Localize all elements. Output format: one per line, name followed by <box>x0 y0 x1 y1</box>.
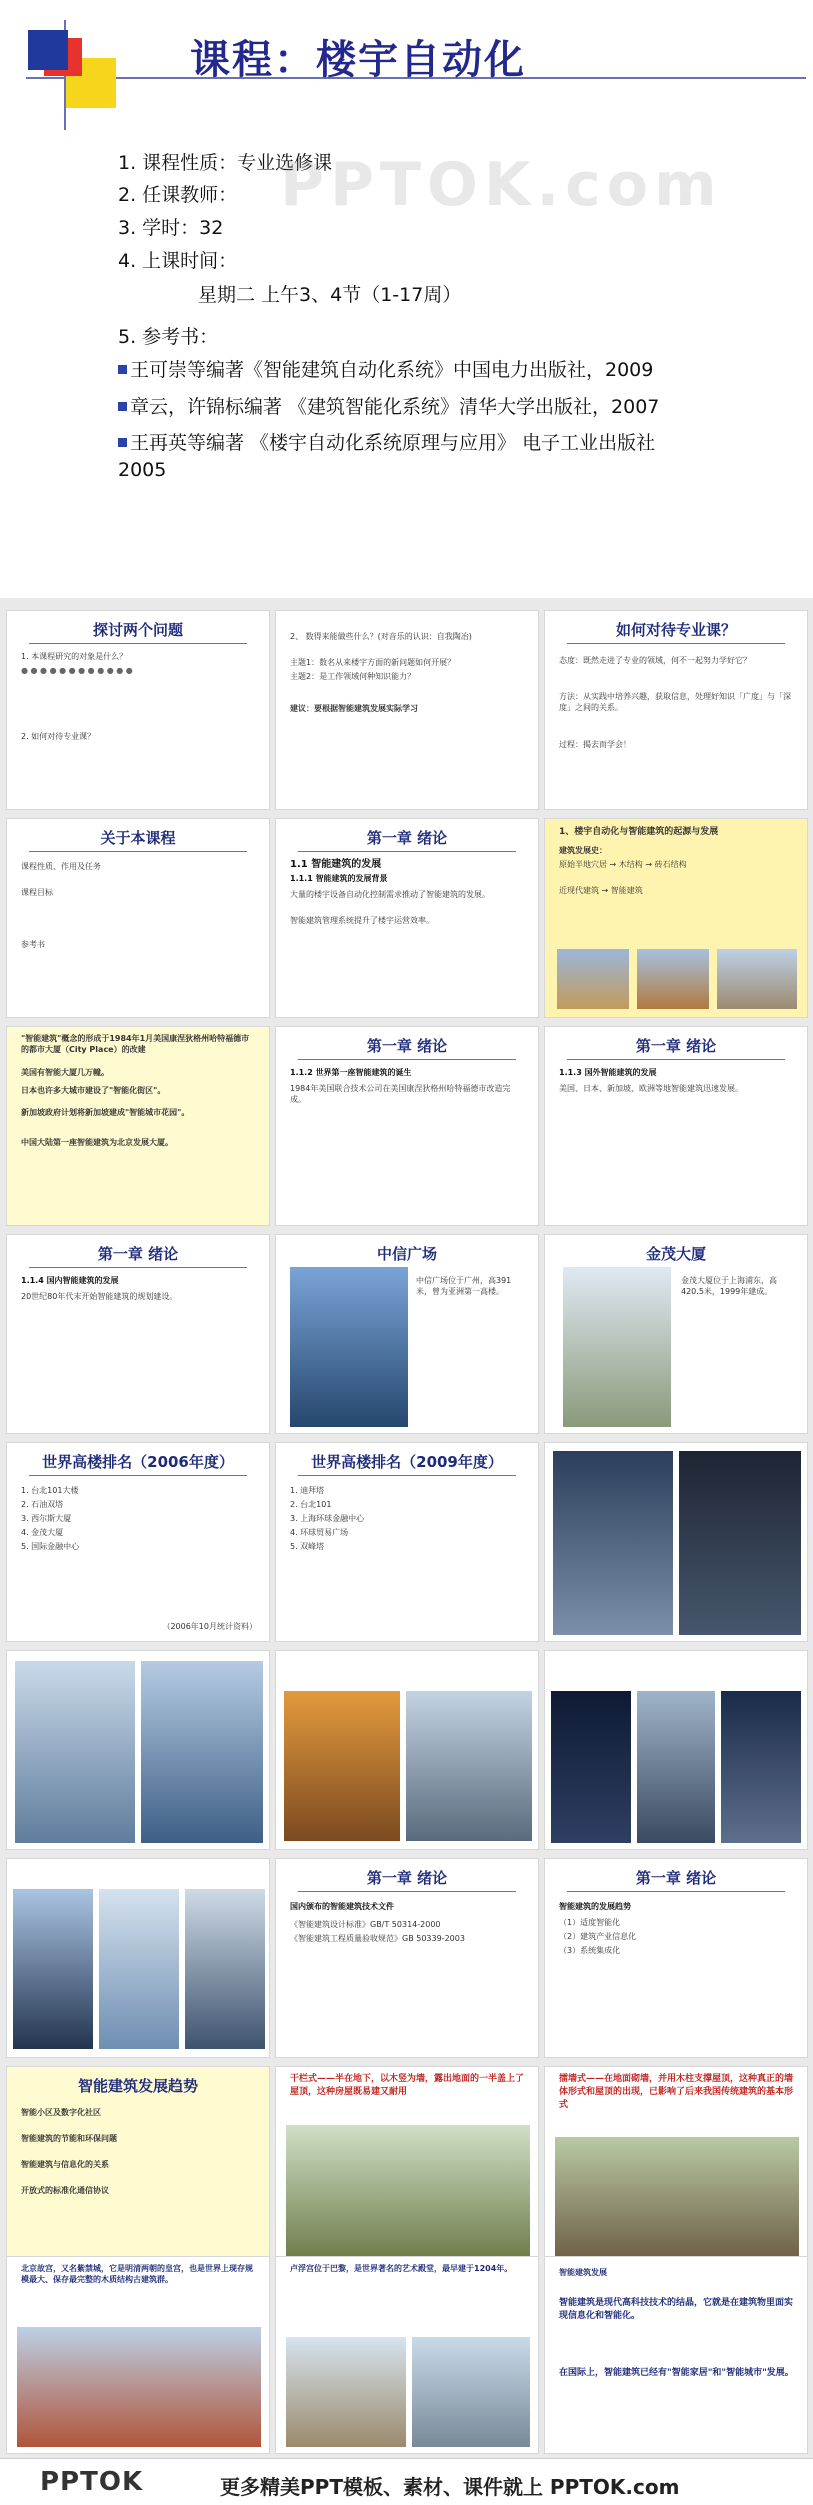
slide-text: 新加坡政府计划将新加坡建成"智能城市花园"。 <box>21 1108 190 1117</box>
photo-night-skyline <box>679 1451 801 1635</box>
slide-foreign-development <box>544 1026 808 1226</box>
slide-text: 4. 环球贸易广场 <box>290 1528 349 1537</box>
photo-tower-d <box>406 1691 532 1841</box>
slide-text: 卢浮宫位于巴黎，是世界著名的艺术殿堂，最早建于1204年。 <box>290 2264 513 2273</box>
slide-forbidden-city <box>6 2256 270 2454</box>
slide-about-course <box>6 818 270 1018</box>
slide-title: 金茂大厦 <box>645 1245 706 1263</box>
photo-louvre-pyramid <box>412 2337 530 2447</box>
slide-domestic-standards <box>275 1858 539 2058</box>
bullet-icon <box>118 438 127 447</box>
slide-text: 2. 台北101 <box>290 1500 332 1509</box>
photo-louvre-palace <box>286 2337 406 2447</box>
title-underline <box>29 1475 247 1476</box>
slide-text: 过程：揭去而学会！ <box>559 740 631 749</box>
slide-title: 中信广场 <box>376 1245 437 1263</box>
slide-title: 关于本课程 <box>100 829 176 847</box>
slide-skyline-photos <box>544 1442 808 1642</box>
title-underline <box>29 1267 247 1268</box>
slide-text: （2006年10月统计资料） <box>162 1622 257 1631</box>
slide-text: 美国有智能大厦几万幢。 <box>21 1068 109 1077</box>
slide-title: 第一章 绪论 <box>366 1869 448 1887</box>
slide-title: 北京故宫，又名紫禁城，它是明清两朝的皇宫，也是世界上现存规模最大、保存最完整的木质结构古建筑群。 <box>21 2264 253 2284</box>
slide-text: 主题2：是工作领域何种知识能力？ <box>290 672 416 681</box>
title-underline <box>29 643 247 644</box>
slide-text: （3）系统集成化 <box>559 1946 621 1955</box>
bullet-icon <box>118 365 127 374</box>
photo-tower-i <box>99 1889 179 2049</box>
slide-title: 世界高楼排名（2006年度） <box>42 1453 234 1471</box>
bullet-icon <box>118 402 127 411</box>
slide-text: 1.1.2 世界第一座智能建筑的诞生 <box>290 1068 412 1077</box>
slide-text: 金茂大厦位于上海浦东，高420.5米，1999年建成。 <box>681 1276 777 1296</box>
slide-title: 干栏式——半在地下，以木竖为墙，露出地面的一半盖上了屋顶，这种房屋既易建又耐用 <box>290 2074 525 2097</box>
slide-text: 5. 国际金融中心 <box>21 1542 80 1551</box>
slide-title: 探讨两个问题 <box>92 621 183 639</box>
slide-title: 擂墙式——在地面砌墙，并用木柱支撑屋顶，这种真正的墙体形式和屋顶的出现，已影响了后来我国传统建筑的基本形式 <box>559 2074 794 2110</box>
item-teacher: 2. 任课教师： <box>118 184 238 206</box>
slide-text: 中国大陆第一座智能建筑为北京发展大厦。 <box>21 1138 173 1147</box>
slide-text: 日本也许多大城市建设了"智能化街区"。 <box>21 1086 166 1095</box>
slide-text: （1）适度智能化 <box>559 1918 621 1927</box>
course-title: 课程：楼宇自动化 <box>190 37 526 83</box>
slide-jinmao-tower <box>544 1234 808 1434</box>
slide-text: 美国、日本、新加坡、欧洲等地智能建筑迅速发展。 <box>559 1084 743 1093</box>
slide-intelligent-building-summary <box>544 2256 808 2454</box>
slide-text: 3. 西尔斯大厦 <box>21 1514 72 1523</box>
photo-jinmao-tower <box>563 1267 671 1427</box>
reference-1: 王可崇等编著《智能建筑自动化系统》中国电力出版社，2009 <box>118 355 653 382</box>
slide-domestic-development <box>6 1234 270 1434</box>
photo-ganlan-house <box>286 2125 530 2259</box>
reference-3-year: 2005 <box>118 459 167 481</box>
slide-tower-photos-1 <box>6 1650 270 1850</box>
slide-louvre <box>275 2256 539 2454</box>
slide-title: 智能建筑发展趋势 <box>77 2077 198 2095</box>
slide-text: 2. 如何对待专业课？ <box>21 732 96 741</box>
slide-title: 1、楼宇自动化与智能建筑的起源与发展 <box>559 827 719 837</box>
photo-citic-plaza <box>290 1267 408 1427</box>
item-hours: 3. 学时：32 <box>118 217 224 239</box>
slide-text: 1. 迪拜塔 <box>290 1486 325 1495</box>
item-schedule: 4. 上课时间： <box>118 250 238 272</box>
photo-tower-c <box>284 1691 400 1841</box>
decor-blue-square <box>28 30 68 70</box>
slide-title: 第一章 绪论 <box>366 829 448 847</box>
slide-title: "智能建筑"概念的形成于1984年1月美国康涅狄格州哈特福德市的都市大厦（City Place）的改建 <box>21 1034 250 1054</box>
slide-title: 第一章 绪论 <box>97 1245 179 1263</box>
slide-ranking-2009 <box>275 1442 539 1642</box>
slide-text: 主题1：数名从来楼宇方面的新问题如何开展？ <box>290 658 456 667</box>
slide-text: 原始半地穴居 → 木结构 → 砖石结构 <box>559 860 687 869</box>
slide-origin-development <box>544 818 808 1018</box>
slide-title: 世界高楼排名（2009年度） <box>311 1453 503 1471</box>
item-schedule-detail: 星期二 上午3、4节（1-17周） <box>198 284 462 306</box>
photo-tower-h <box>13 1889 93 2049</box>
slide-text: 课程性质、作用及任务 <box>21 862 101 871</box>
slide-city-place <box>6 1026 270 1226</box>
photo-european-building <box>717 949 797 1009</box>
slide-text: 方法：从实践中培养兴趣，获取信息，处理好知识「广度」与「深度」之间的关系。 <box>559 692 791 712</box>
item-course-nature: 1. 课程性质：专业选修课 <box>118 152 333 174</box>
slide-text: 1984年美国联合技术公司在美国康涅狄格州哈特福德市改造完成。 <box>290 1084 511 1104</box>
slide-text: 5. 双峰塔 <box>290 1542 325 1551</box>
photo-tower-b <box>141 1661 263 1843</box>
slide-trends-detail <box>6 2066 270 2266</box>
slide-text: 中信广场位于广州，高391米，曾为亚洲第一高楼。 <box>416 1276 512 1296</box>
slide-text: 智能建筑的发展趋势 <box>559 1902 631 1911</box>
pptok-logo[interactable]: PPTOK <box>40 2467 144 2497</box>
photo-tower-a <box>15 1661 135 1843</box>
title-underline <box>298 1059 516 1060</box>
slide-chapter1-background <box>275 818 539 1018</box>
slide-two-questions <box>6 610 270 810</box>
slide-text: 态度：既然走进了专业的领域，何不一起努力学好它？ <box>559 656 751 665</box>
reference-3: 王再英等编著 《楼宇自动化系统原理与应用》 电子工业出版社 <box>118 428 655 455</box>
slide-tower-photos-4 <box>6 1858 270 2058</box>
photo-tower-f <box>637 1691 715 1843</box>
slide-text: 大量的楼宇设备自动化控制需求推动了智能建筑的发展。 <box>290 890 490 899</box>
slide-citic-plaza <box>275 1234 539 1434</box>
slide-text: 1.1.3 国外智能建筑的发展 <box>559 1068 657 1077</box>
title-underline <box>29 851 247 852</box>
slide-text: 智能建筑管理系统提升了楼宇运营效率。 <box>290 916 434 925</box>
slide-text: 4. 金茂大厦 <box>21 1528 64 1537</box>
footer-promo-text[interactable]: 更多精美PPT模板、素材、课件就上 PPTOK.com <box>220 2475 680 2499</box>
slide-text: 1.1.4 国内智能建筑的发展 <box>21 1276 119 1285</box>
photo-burj-khalifa <box>553 1451 673 1635</box>
slide-text: 1.1 智能建筑的发展 <box>290 859 382 870</box>
slide-title: 智能建筑发展 <box>559 2268 607 2277</box>
title-underline <box>298 1475 516 1476</box>
slide-text: 1.1.1 智能建筑的发展背景 <box>290 874 388 883</box>
top-slide <box>0 0 813 598</box>
slide-text: 1. 台北101大楼 <box>21 1486 79 1495</box>
slide-text: 开放式的标准化通信协议 <box>21 2186 109 2195</box>
photo-hut <box>557 949 629 1009</box>
slide-ranking-2006 <box>6 1442 270 1642</box>
slide-text: 2. 石油双塔 <box>21 1500 64 1509</box>
slide-how-to-treat <box>544 610 808 810</box>
slide-text: 2、 数得来能做些什么？(对音乐的认识：自我陶冶) <box>290 632 472 641</box>
photo-tower-j <box>185 1889 265 2049</box>
slide-leiqiang-style <box>544 2066 808 2266</box>
reference-2: 章云，许锦标编著 《建筑智能化系统》清华大学出版社，2007 <box>118 392 659 419</box>
footer-bar <box>0 2458 813 2505</box>
slide-text: 建筑发展史： <box>559 846 607 855</box>
item-references: 5. 参考书： <box>118 326 219 348</box>
slide-text: 3. 上海环球金融中心 <box>290 1514 365 1523</box>
slide-ganlan-style <box>275 2066 539 2266</box>
slide-text: 智能建筑与信息化的关系 <box>21 2160 109 2169</box>
photo-tower-e <box>551 1691 631 1843</box>
watermark: PPTOK.com <box>280 150 723 220</box>
slide-text: 智能小区及数字化社区 <box>21 2108 101 2117</box>
title-underline <box>567 1059 785 1060</box>
photo-leiqiang-house <box>555 2137 799 2259</box>
slide-text: 课程目标 <box>21 888 53 897</box>
slide-text: 《智能建筑设计标准》GB/T 50314-2000 <box>290 1920 441 1929</box>
slide-title: 如何对待专业课？ <box>615 621 736 639</box>
title-underline <box>298 851 516 852</box>
slide-text: 20世纪80年代末开始智能建筑的规划建设。 <box>21 1292 178 1301</box>
slide-title: 第一章 绪论 <box>366 1037 448 1055</box>
slide-development-trends <box>544 1858 808 2058</box>
photo-palace <box>637 949 709 1009</box>
slide-text: （2）建筑产业信息化 <box>559 1932 637 1941</box>
slide-text: 智能建筑是现代高科技技术的结晶，它就是在建筑物里面实现信息化和智能化。 <box>559 2298 794 2321</box>
slide-title: 第一章 绪论 <box>635 1037 717 1055</box>
slide-tower-photos-2 <box>275 1650 539 1850</box>
title-underline <box>567 1891 785 1892</box>
slide-text: 在国际上，智能建筑已经有"智能家居"和"智能城市"发展。 <box>559 2368 794 2378</box>
slide-text: 智能建筑的节能和环保问题 <box>21 2134 117 2143</box>
title-underline <box>298 1891 516 1892</box>
slide-text: 参考书 <box>21 940 45 949</box>
photo-forbidden-city <box>17 2327 261 2447</box>
slide-text: 近现代建筑 → 智能建筑 <box>559 886 643 895</box>
slide-text: ● ● ● ● ● ● ● ● ● ● ● ● <box>21 666 133 675</box>
slide-title: 第一章 绪论 <box>635 1869 717 1887</box>
slide-questions-detail <box>275 610 539 810</box>
title-underline <box>567 643 785 644</box>
slide-text: 《智能建筑工程质量验收规范》GB 50339-2003 <box>290 1934 465 1943</box>
slide-text: 1. 本课程研究的对象是什么？ <box>21 652 128 661</box>
slide-text: 建议：要根据智能建筑发展实际学习 <box>290 704 418 713</box>
slide-tower-photos-3 <box>544 1650 808 1850</box>
slide-text: 国内颁布的智能建筑技术文件 <box>290 1902 394 1911</box>
photo-tower-g <box>721 1691 801 1843</box>
slide-first-intelligent-building <box>275 1026 539 1226</box>
